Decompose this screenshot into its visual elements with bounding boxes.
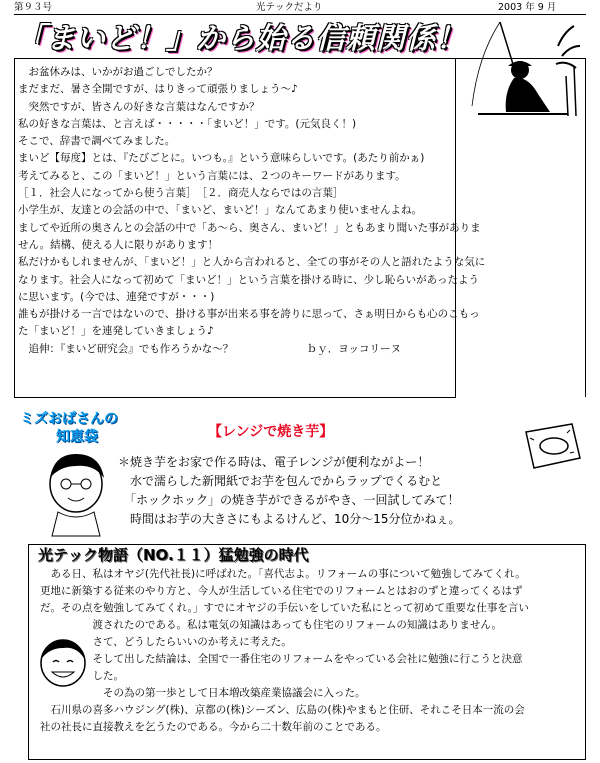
essay-line: お盆休みは、いかがお過ごしでしたか？: [18, 66, 218, 78]
story-line: さて、どうしたらいいのか考えに考えた。: [40, 636, 292, 648]
essay-line: 突然ですが、皆さんの好きな言葉はなんですか？: [18, 100, 260, 113]
essay-line: た「まいど！」を連発していきましょう♪: [18, 325, 214, 338]
tips-line: 水で濡らした新聞紙でお芋を包んでからラップでくるむと: [118, 474, 443, 488]
essay-line: 私の好きな言葉は、と言えば・・・・・「まいど！」です。(元気良く！): [18, 117, 357, 130]
main-title: 「まいど！」から始る信頼関係！: [16, 21, 467, 55]
essay-line: 誰もが掛ける一言ではないので、掛ける事が出来る事を誇りに思って、さぁ明日からも心のこもっ: [18, 308, 480, 321]
essay-line: せん。結構、使える人に限りがあります！: [18, 238, 219, 251]
story-line: 渡されたのである。私は電気の知識はあっても住宅のリフォームの知識はありません。: [40, 619, 502, 631]
essay-line: ［１．社会人になってから使う言葉］ ［２．商売人ならではの言葉］: [18, 187, 344, 200]
essay-line: 考えてみると、この「まいど！」という言葉には、２つのキーワードがあります。: [18, 169, 406, 182]
essay-line: そこで、辞書で調べてみました。: [18, 135, 176, 148]
issue-number: 第９３号: [14, 2, 53, 13]
story-line: その為の第一歩として日本増改築産業協議会に入った。: [40, 687, 366, 699]
newsletter-header: [14, 2, 586, 14]
essay-line: 小学生が、友達との会話の中で、「まいど、まいど！」なんてあまり使いませんよね。: [18, 204, 423, 217]
story-text: [40, 566, 529, 736]
essay-line: なります。社会人になって初めて「まいど！」という言葉を掛ける時に、少し恥らいがあったよう: [18, 273, 480, 286]
baked-potato-illustration: [520, 418, 586, 474]
tips-badge-line1: ミズおばさんの: [20, 411, 118, 427]
story-line: ある日、私はオヤジ(先代社長)に呼ばれた。「喜代志よ。リフォームの事について勉強してみてくれ。: [40, 568, 526, 580]
story-line: そして出した結論は、全国で一番住宅のリフォームをやっている会社に勉強に行こうと決意: [40, 653, 523, 665]
essay-line: 私だけかもしれませんが、「まいど！」と人から言われると、全ての事がその人と語れたような気に: [18, 256, 486, 269]
newsletter-name: 光テックだより: [256, 2, 323, 13]
story-line: 社の社長に直接教えを乞うたのである。今から二十数年前のことである。: [40, 721, 387, 733]
tips-line: 時間はお芋の大きさにもよるけんど、10分〜15分位かねぇ。: [118, 512, 461, 526]
story-line: だ。その点を勉強してみてくれ。」すでにオヤジの手伝いをしていた私にとって初めて重要な仕事を言い: [40, 602, 529, 614]
essay-line: まいど【毎度】とは、『たびごとに。いつも。』という意味らしいです。(あたり前かぁ): [18, 152, 425, 165]
story-title: 光テック物語（NO.１１）猛勉強の時代: [38, 546, 309, 564]
essay-line: 追伸：『まいど研究会』でも作ろうかな〜？ ｂｙ．ヨッコリーヌ: [18, 342, 402, 355]
issue-date: 2003 年 9 月: [498, 2, 557, 13]
header-divider: [14, 14, 586, 15]
tips-badge-line2: 知恵袋: [56, 429, 98, 445]
essay-line: に思います。(今では、連発ですが・・・): [18, 290, 215, 303]
essay-text: [18, 64, 578, 358]
essay-line: ましてや近所の奥さんとの会話の中で「あ〜ら、奥さん、まいど！」ともあまり聞いた事がありま: [18, 221, 481, 234]
essay-line: まだまだ、暑さ全開ですが、はりきって頑張りましょう〜♪: [18, 83, 298, 96]
tips-heading: 【レンジで焼き芋】: [208, 424, 334, 440]
story-line: した。: [40, 670, 124, 682]
tips-line: ＊焼き芋をお家で作る時は、電子レンジが便利ながよー！: [118, 455, 430, 469]
essay-frame-extension: [455, 58, 586, 59]
essay-frame-right: [585, 58, 586, 397]
tips-text: [118, 453, 461, 529]
story-line: 石川県の喜多ハウジング(株)、京都の(株)シーズン、広島の(株)やまもと住研、それこそ日本一流の会: [40, 704, 525, 716]
story-line: 更地に新築する従来のやり方と、今人が生活している住宅でのリフォームとはおのずと違ってくるはず: [40, 585, 523, 597]
auntie-illustration: [38, 448, 116, 538]
tips-line: 「ホックホック」の焼き芋ができるがやき、一回試してみて！: [118, 493, 460, 507]
